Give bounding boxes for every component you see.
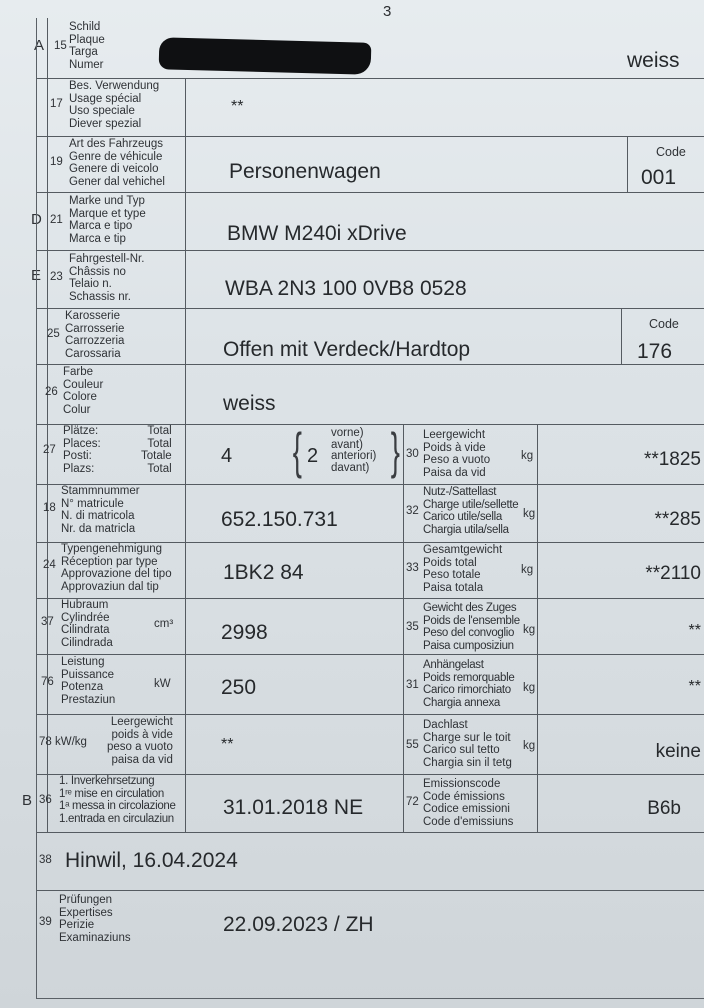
seats-label: Plätze: Places: Posti: Plazs: [63, 425, 101, 475]
unit-label: kW [154, 678, 171, 690]
first-registration-value: 31.01.2018 NE [223, 796, 364, 819]
side-letter-d: D [31, 211, 42, 228]
field-number: 72 [406, 796, 419, 808]
color-value: weiss [223, 392, 276, 415]
field-number: 30 [406, 448, 419, 460]
side-letter-a: A [34, 37, 45, 54]
field-label: Nutz-/Sattellast Charge utile/sellette Carico utile/sella Chargia utila/sella [423, 486, 519, 536]
field-number: 37 [41, 616, 54, 628]
field-label: Anhängelast Poids remorquable Carico rimorchiato Chargia annexa [423, 659, 515, 709]
field-label: Stammnummer N° matricule N. di matricola Nr. da matricla [61, 485, 140, 535]
field-number: 35 [406, 621, 419, 633]
field-number: 32 [406, 505, 419, 517]
special-usage-value: ** [231, 98, 244, 115]
seats-total-value: 4 [221, 445, 233, 467]
seats-front-label: vorne) avant) anteriori) davant) [331, 427, 377, 474]
field-number: 31 [406, 679, 419, 691]
field-number: 36 [39, 794, 52, 806]
code-label: Code [656, 145, 686, 159]
unit-label: kg [521, 564, 534, 576]
field-label: Typengenehmigung Réception par type Approvazione del tipo Approvaziun dal tip [61, 543, 172, 593]
unit-label: kg [523, 740, 536, 752]
vehicle-kind-value: Personenwagen [229, 160, 381, 183]
field-number: 55 [406, 739, 419, 751]
field-number: 26 [45, 386, 58, 398]
power-weight-value: ** [221, 736, 234, 753]
redacted-plate-number [159, 37, 372, 75]
vehicle-registration-form [36, 18, 704, 999]
field-label: Fahrgestell-Nr. Châssis no Telaio n. Schassis nr. [69, 253, 145, 303]
place-date-value: Hinwil, 16.04.2024 [65, 849, 238, 872]
field-number: 23 [50, 271, 63, 283]
field-label: Schild Plaque Targa Numer [69, 21, 105, 71]
displacement-value: 2998 [221, 621, 268, 644]
power-value: 250 [221, 676, 257, 699]
emission-code-value: B6b [647, 798, 681, 819]
side-letter-b: B [22, 792, 33, 809]
unit-label: kg [523, 624, 536, 636]
field-number: 78 kW/kg [39, 736, 87, 748]
brace-icon: } [390, 423, 400, 479]
field-label: Gewicht des Zuges Poids de l'ensemble Peso del convoglio Paisa cumposiziun [423, 602, 520, 652]
body-type-value: Offen mit Verdeck/Hardtop [223, 338, 471, 361]
field-number: 18 [43, 502, 56, 514]
page-number: 3 [383, 3, 392, 20]
registration-number-value: 652.150.731 [221, 508, 338, 531]
field-label: Art des Fahrzeugs Genre de véhicule Genere di veicolo Gener dal vehichel [69, 138, 165, 188]
field-number: 33 [406, 562, 419, 574]
field-label: Marke und Typ Marque et type Marca e tipo Marca e tip [69, 195, 146, 245]
seats-front-value: 2 [307, 445, 319, 467]
field-label: Bes. Verwendung Usage spécial Uso speciale Diever spezial [69, 80, 160, 130]
body-type-code: 176 [637, 340, 673, 363]
side-letter-e: E [31, 267, 42, 284]
field-label: Prüfungen Expertises Perizie Examinaziuns [59, 894, 131, 944]
chassis-number-value: WBA 2N3 100 0VB8 0528 [225, 277, 467, 300]
field-label: Dachlast Charge sur le toit Carico sul tetto Chargia sin il tetg [423, 719, 512, 769]
field-label: 1. Inverkehrsetzung 1ʳᵉ mise en circulation 1ᵃ messa in circolazione 1.entrada en circulaziun [59, 775, 176, 825]
empty-weight-value: **1825 [643, 449, 701, 470]
field-number: 15 [54, 40, 67, 52]
roof-load-value: keine [655, 741, 701, 762]
field-label: Leergewicht poids à vide peso a vuoto paisa da vid [107, 716, 173, 766]
unit-label: kg [523, 508, 536, 520]
field-number: 76 [41, 676, 54, 688]
field-label: Karosserie Carrosserie Carrozzeria Carossaria [65, 310, 125, 360]
field-number: 19 [50, 156, 63, 168]
brace-icon: { [292, 423, 302, 479]
field-number: 38 [39, 854, 52, 866]
train-weight-value: ** [688, 622, 701, 639]
field-number: 39 [39, 916, 52, 928]
field-number: 24 [43, 559, 56, 571]
trailer-load-value: ** [688, 678, 701, 695]
field-label: Leergewicht Poids à vide Peso a vuoto Paisa da vid [423, 429, 491, 479]
field-number: 21 [50, 214, 63, 226]
vehicle-kind-code: 001 [641, 166, 677, 189]
field-number: 17 [50, 98, 63, 110]
total-weight-value: **2110 [645, 563, 701, 584]
field-label: Hubraum Cylindrée Cilindrata Cilindrada [61, 599, 113, 649]
type-approval-value: 1BK2 84 [223, 561, 304, 584]
field-label: Leistung Puissance Potenza Prestaziun [61, 656, 116, 706]
field-number: 25 [47, 328, 60, 340]
inspection-value: 22.09.2023 / ZH [223, 913, 374, 936]
seats-total-label: Total Total Totale Total [141, 425, 172, 475]
payload-value: **285 [654, 509, 701, 530]
unit-label: kg [521, 450, 534, 462]
unit-label: cm³ [154, 618, 174, 630]
field-label: Emissionscode Code émissions Codice emissioni Code d'emissiuns [423, 778, 514, 828]
field-label: Farbe Couleur Colore Colur [63, 366, 104, 416]
field-label: Gesamtgewicht Poids total Peso totale Paisa totala [423, 544, 503, 594]
plate-color-value: weiss [627, 49, 680, 72]
code-label: Code [649, 317, 679, 331]
make-type-value: BMW M240i xDrive [227, 222, 407, 245]
unit-label: kg [523, 682, 536, 694]
field-number: 27 [43, 444, 56, 456]
